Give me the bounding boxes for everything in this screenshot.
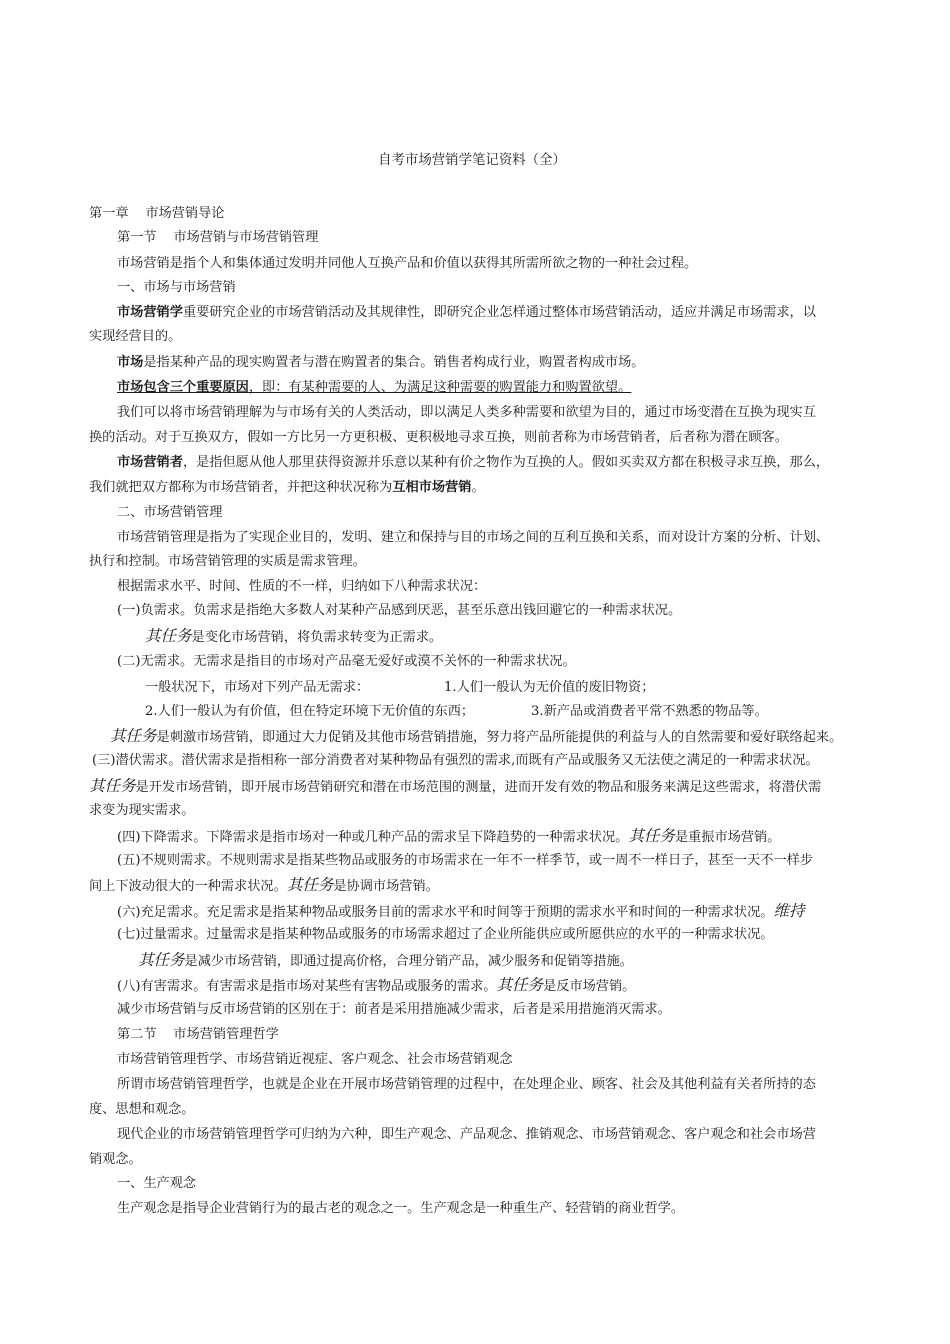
demand-item bbox=[117, 902, 805, 922]
demand-item: (一)负需求。负需求是指绝大多数人对某种产品感到厌恶，甚至乐意出钱回避它的一种需求状况。 bbox=[117, 603, 682, 618]
text: ，是指但愿从他人那里获得资源并乐意以某种有价之物作为互换的人。假如买卖双方都在积极寻求互换，那么， bbox=[182, 455, 830, 470]
paragraph-line: 所谓市场营销管理哲学，也就是企业在开展市场营销管理的过程中，在处理企业、顾客、社会及其他利益有关者所持的态 bbox=[117, 1077, 816, 1092]
subheading: 二、市场营销管理 bbox=[117, 505, 223, 520]
text: 是指某种产品的现实购置者与潜在购置者的集合。销售者构成行业，购置者构成市场。 bbox=[143, 355, 645, 370]
task-label: 其任务 bbox=[286, 876, 334, 894]
task-label: 维持 bbox=[773, 902, 805, 920]
paragraph-line: 我们可以将市场营销理解为与市场有关的人类活动，即以满足人类多种需要和欲望为目的，通过市场变潜在互换为现实互 bbox=[117, 405, 816, 420]
text: 是重振市场营销。 bbox=[674, 830, 781, 845]
demand-task bbox=[145, 627, 442, 647]
paragraph-line: 求变为现实需求。 bbox=[89, 803, 195, 818]
section-heading bbox=[117, 229, 318, 247]
paragraph-line: 换的活动。对于互换双方，假如一方比另一方更积极、更积极地寻求互换，则前者称为市场营销者，后者称为潜在顾客。 bbox=[89, 430, 788, 445]
text: 是开发市场营销，即开展市场营销研究和潜在市场范围的测量，进而开发有效的物品和服务来满足这些需求，将潜伏需 bbox=[135, 780, 822, 795]
text: (八)有害需求。有害需求是指市场对某些有害物品或服务的需求。 bbox=[117, 979, 497, 994]
demand-item: (二)无需求。无需求是指目的市场对产品毫无爱好或漠不关怀的一种需求状况。 bbox=[117, 654, 576, 669]
demand-item: (七)过量需求。过量需求是指某种物品或服务的市场需求超过了企业所能供应或所愿供应的水平的一种需求状况。 bbox=[117, 927, 774, 942]
text: 是协调市场营销。 bbox=[333, 879, 439, 894]
section-heading bbox=[117, 1026, 279, 1044]
demand-task bbox=[138, 951, 633, 971]
list-intro: 一般状况下，市场对下列产品无需求： bbox=[145, 680, 370, 695]
paragraph-line: 销观念。 bbox=[89, 1152, 142, 1167]
key-term: 市场 bbox=[117, 355, 144, 370]
paragraph-line bbox=[117, 354, 645, 372]
text: 。 bbox=[471, 480, 485, 495]
text: 是反市场营销。 bbox=[543, 979, 636, 994]
demand-item bbox=[117, 976, 635, 996]
paragraph: 减少市场营销与反市场营销的区别在于：前者是采用措施减少需求，后者是采用措施消灭需求。 bbox=[117, 1002, 671, 1017]
task-label: 其任务 bbox=[89, 777, 136, 795]
list-item: 3.新产品或消费者平常不熟悉的物品等。 bbox=[531, 704, 768, 719]
list-item: 2.人们一般认为有价值，但在特定环境下无价值的东西； bbox=[145, 704, 475, 719]
key-term: 互相市场营销 bbox=[392, 480, 472, 495]
document-title: 自考市场营销学笔记资料（全） bbox=[378, 152, 566, 168]
text: 是刺激市场营销，即通过大力促销及其他市场营销措施，努力将产品所能提供的利益与人的自然需要和爱好联络起来。 bbox=[156, 730, 843, 745]
paragraph: 根据需求水平、时间、性质的不一样，归纳如下八种需求状况： bbox=[117, 579, 487, 594]
subheading: 一、生产观念 bbox=[117, 1176, 197, 1191]
task-label: 其任务 bbox=[110, 727, 157, 745]
paragraph-line: 实现经营目的。 bbox=[89, 329, 182, 344]
key-term: 市场包含三个重要原因 bbox=[117, 380, 249, 395]
paragraph: 市场营销是指个人和集体通过发明并同他人互换产品和价值以获得其所需所欲之物的一种社会过程。 bbox=[117, 256, 698, 271]
text: (四)下降需求。下降需求是指市场对一种或几种产品的需求呈下降趋势的一种需求状况。 bbox=[117, 830, 629, 845]
paragraph-line: 现代企业的市场营销管理哲学可归纳为六种，即生产观念、产品观念、推销观念、市场营销观念、客户观念和社会市场营 bbox=[117, 1127, 816, 1142]
text: 我们就把双方都称为市场营销者，并把这种状况称为 bbox=[89, 480, 393, 495]
key-term: 市场营销者 bbox=[117, 455, 183, 470]
paragraph-line: 市场营销管理是指为了实现企业目的，发明、建立和保持与目的市场之间的互利互换和关系，而对设计方案的分析、计划、 bbox=[117, 530, 830, 545]
demand-item: (五)不规则需求。不规则需求是指某些物品或服务的市场需求在一年不一样季节，或一周不一样日子，甚至一天不一样步 bbox=[117, 853, 814, 868]
paragraph-line bbox=[117, 454, 829, 472]
text: (六)充足需求。充足需求是指某种物品或服务目前的需求水平和时间等于预期的需求水平和时间的一种需求状况。 bbox=[117, 905, 774, 920]
task-label: 其任务 bbox=[138, 951, 185, 969]
section-name: 市场营销与市场营销管理 bbox=[173, 230, 319, 245]
task-label: 其任务 bbox=[628, 827, 675, 845]
paragraph-line: 度、思想和观念。 bbox=[89, 1102, 195, 1117]
underlined-line bbox=[117, 379, 631, 397]
paragraph-line bbox=[89, 479, 485, 497]
section-number: 第二节 bbox=[117, 1027, 157, 1042]
section-number: 第一节 bbox=[117, 230, 157, 245]
demand-item: (三)潜伏需求。潜伏需求是指相称一部分消费者对某种物品有强烈的需求,而既有产品或服务又无法使之满足的一种需求状况。 bbox=[92, 753, 819, 768]
text: 间上下波动很大的一种需求状况。 bbox=[89, 879, 287, 894]
paragraph: 市场营销管理哲学、市场营销近视症、客户观念、社会市场营销观念 bbox=[117, 1052, 513, 1067]
demand-item bbox=[117, 827, 780, 847]
paragraph-line: 执行和控制。市场营销管理的实质是需求管理。 bbox=[89, 554, 366, 569]
paragraph-line bbox=[117, 304, 816, 322]
key-term: 市场营销学 bbox=[117, 305, 183, 320]
task-label: 其任务 bbox=[496, 976, 544, 994]
text: ，即：有某种需要的人、为满足这种需要的购置能力和购置欲望。 bbox=[248, 380, 632, 395]
chapter-name: 市场营销导论 bbox=[145, 206, 225, 221]
subheading: 一、市场与市场营销 bbox=[117, 280, 236, 295]
chapter-heading bbox=[89, 205, 224, 223]
paragraph-line bbox=[89, 876, 439, 896]
task-label: 其任务 bbox=[145, 627, 192, 645]
text: 重要研究企业的市场营销活动及其规律性，即研究企业怎样通过整体市场营销活动，适应并满足市场需求，以 bbox=[182, 305, 816, 320]
text: 是变化市场营销，将负需求转变为正需求。 bbox=[191, 630, 443, 645]
paragraph: 生产观念是指导企业营销行为的最古老的观念之一。生产观念是一种重生产、轻营销的商业哲学。 bbox=[117, 1201, 685, 1216]
list-item: 1.人们一般认为无价值的废旧物资； bbox=[444, 680, 655, 695]
text: 是减少市场营销，即通过提高价格，合理分销产品，减少服务和促销等措施。 bbox=[184, 954, 633, 969]
demand-task bbox=[89, 777, 821, 797]
chapter-number: 第一章 bbox=[89, 206, 129, 221]
section-name: 市场营销管理哲学 bbox=[173, 1027, 279, 1042]
demand-task bbox=[110, 727, 842, 747]
